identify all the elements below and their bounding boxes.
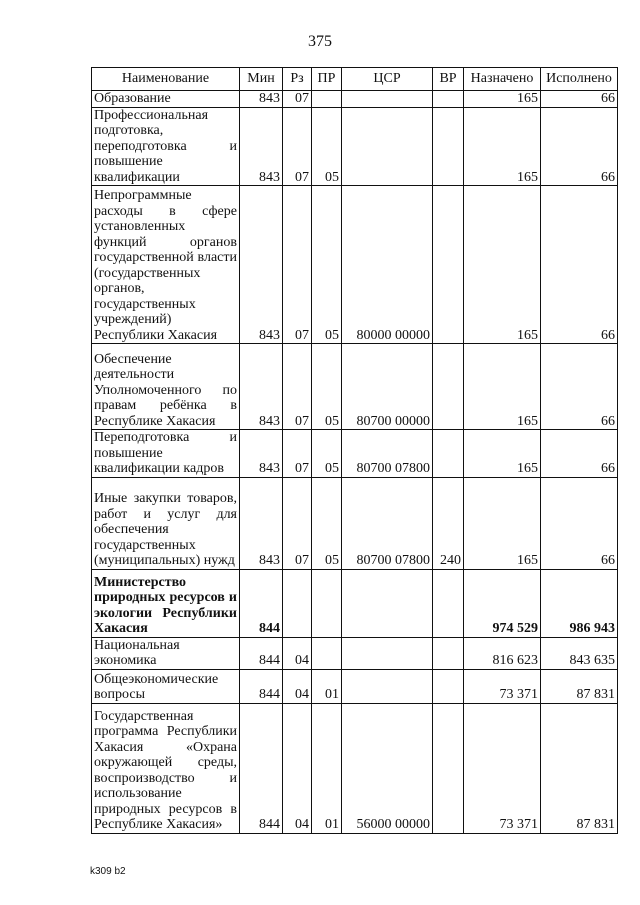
cell-min: 843 bbox=[240, 430, 283, 478]
cell-assigned: 165 bbox=[464, 91, 541, 108]
cell-pr: 05 bbox=[312, 344, 342, 430]
page-number: 375 bbox=[308, 33, 332, 50]
cell-csr: 80700 00000 bbox=[342, 344, 433, 430]
cell-executed: 843 635 bbox=[541, 637, 618, 669]
table-row bbox=[92, 703, 618, 833]
cell-min: 843 bbox=[240, 186, 283, 344]
cell-name: Общеэкономические вопросы bbox=[92, 669, 240, 703]
budget-table bbox=[91, 67, 618, 834]
cell-pr: 01 bbox=[312, 703, 342, 833]
cell-vr: 240 bbox=[433, 477, 464, 569]
cell-pr: 01 bbox=[312, 669, 342, 703]
cell-vr bbox=[433, 107, 464, 186]
cell-vr bbox=[433, 186, 464, 344]
footer-code: k309 b2 bbox=[90, 866, 126, 877]
header-executed: Исполнено bbox=[541, 68, 618, 91]
cell-executed: 87 831 bbox=[541, 703, 618, 833]
cell-pr: 05 bbox=[312, 107, 342, 186]
header-rz: Рз bbox=[283, 68, 312, 91]
cell-csr bbox=[342, 91, 433, 108]
cell-name: Иные закупки товаров, работ и услуг для обеспечения государственных (муниципальных) нужд bbox=[92, 477, 240, 569]
cell-vr bbox=[433, 637, 464, 669]
cell-name: Министерство природных ресурсов и экологии Республики Хакасия bbox=[92, 569, 240, 637]
cell-vr bbox=[433, 344, 464, 430]
table-body bbox=[92, 91, 618, 834]
cell-rz: 04 bbox=[283, 637, 312, 669]
header-min: Мин bbox=[240, 68, 283, 91]
cell-rz: 07 bbox=[283, 107, 312, 186]
cell-assigned: 73 371 bbox=[464, 669, 541, 703]
cell-rz: 07 bbox=[283, 430, 312, 478]
cell-executed: 87 831 bbox=[541, 669, 618, 703]
cell-assigned: 165 bbox=[464, 344, 541, 430]
cell-name: Национальная экономика bbox=[92, 637, 240, 669]
table-row bbox=[92, 637, 618, 669]
cell-min: 844 bbox=[240, 569, 283, 637]
cell-pr: 05 bbox=[312, 430, 342, 478]
cell-name: Государственная программа Республики Хакасия «Охрана окружающей среды, воспроизводство и использование природных ресурсов в Республике Хакасия» bbox=[92, 703, 240, 833]
header-vr: ВР bbox=[433, 68, 464, 91]
cell-min: 844 bbox=[240, 703, 283, 833]
cell-csr: 80700 07800 bbox=[342, 430, 433, 478]
cell-assigned: 165 bbox=[464, 430, 541, 478]
cell-name: Образование bbox=[92, 91, 240, 108]
table-row bbox=[92, 569, 618, 637]
cell-csr bbox=[342, 569, 433, 637]
cell-vr bbox=[433, 91, 464, 108]
cell-min: 844 bbox=[240, 669, 283, 703]
cell-min: 844 bbox=[240, 637, 283, 669]
cell-csr: 80000 00000 bbox=[342, 186, 433, 344]
table-row bbox=[92, 430, 618, 478]
cell-rz: 04 bbox=[283, 669, 312, 703]
cell-csr bbox=[342, 107, 433, 186]
cell-csr bbox=[342, 669, 433, 703]
cell-name: Профессиональная подготовка, переподготовка и повышение квалификации bbox=[92, 107, 240, 186]
cell-vr bbox=[433, 569, 464, 637]
cell-executed: 986 943 bbox=[541, 569, 618, 637]
cell-rz: 07 bbox=[283, 477, 312, 569]
cell-min: 843 bbox=[240, 91, 283, 108]
cell-pr: 05 bbox=[312, 477, 342, 569]
table-row bbox=[92, 669, 618, 703]
cell-rz bbox=[283, 569, 312, 637]
cell-pr bbox=[312, 637, 342, 669]
cell-min: 843 bbox=[240, 344, 283, 430]
cell-executed: 66 bbox=[541, 186, 618, 344]
cell-executed: 66 bbox=[541, 430, 618, 478]
cell-assigned: 974 529 bbox=[464, 569, 541, 637]
cell-vr bbox=[433, 669, 464, 703]
cell-min: 843 bbox=[240, 477, 283, 569]
cell-rz: 07 bbox=[283, 344, 312, 430]
cell-rz: 07 bbox=[283, 186, 312, 344]
cell-assigned: 165 bbox=[464, 107, 541, 186]
cell-vr bbox=[433, 703, 464, 833]
cell-rz: 04 bbox=[283, 703, 312, 833]
cell-csr: 56000 00000 bbox=[342, 703, 433, 833]
cell-pr: 05 bbox=[312, 186, 342, 344]
table-row bbox=[92, 107, 618, 186]
table-row bbox=[92, 91, 618, 108]
cell-vr bbox=[433, 430, 464, 478]
header-assigned: Назначено bbox=[464, 68, 541, 91]
cell-name: Переподготовка и повышение квалификации кадров bbox=[92, 430, 240, 478]
cell-executed: 66 bbox=[541, 344, 618, 430]
table-row bbox=[92, 344, 618, 430]
cell-assigned: 165 bbox=[464, 477, 541, 569]
cell-assigned: 165 bbox=[464, 186, 541, 344]
cell-pr bbox=[312, 91, 342, 108]
table-header-row bbox=[92, 68, 618, 91]
header-pr: ПР bbox=[312, 68, 342, 91]
table-row bbox=[92, 477, 618, 569]
cell-rz: 07 bbox=[283, 91, 312, 108]
cell-executed: 66 bbox=[541, 477, 618, 569]
cell-assigned: 816 623 bbox=[464, 637, 541, 669]
cell-executed: 66 bbox=[541, 107, 618, 186]
table-row bbox=[92, 186, 618, 344]
cell-assigned: 73 371 bbox=[464, 703, 541, 833]
header-name: Наименование bbox=[92, 68, 240, 91]
cell-min: 843 bbox=[240, 107, 283, 186]
cell-name: Обеспечение деятельности Уполномоченного по правам ребёнка в Республике Хакасия bbox=[92, 344, 240, 430]
cell-executed: 66 bbox=[541, 91, 618, 108]
header-csr: ЦСР bbox=[342, 68, 433, 91]
cell-name: Непрограммные расходы в сфере установленных функций органов государственной власти (государственных органов, государственных учреждений) Республики Хакасия bbox=[92, 186, 240, 344]
cell-csr bbox=[342, 637, 433, 669]
cell-csr: 80700 07800 bbox=[342, 477, 433, 569]
cell-pr bbox=[312, 569, 342, 637]
